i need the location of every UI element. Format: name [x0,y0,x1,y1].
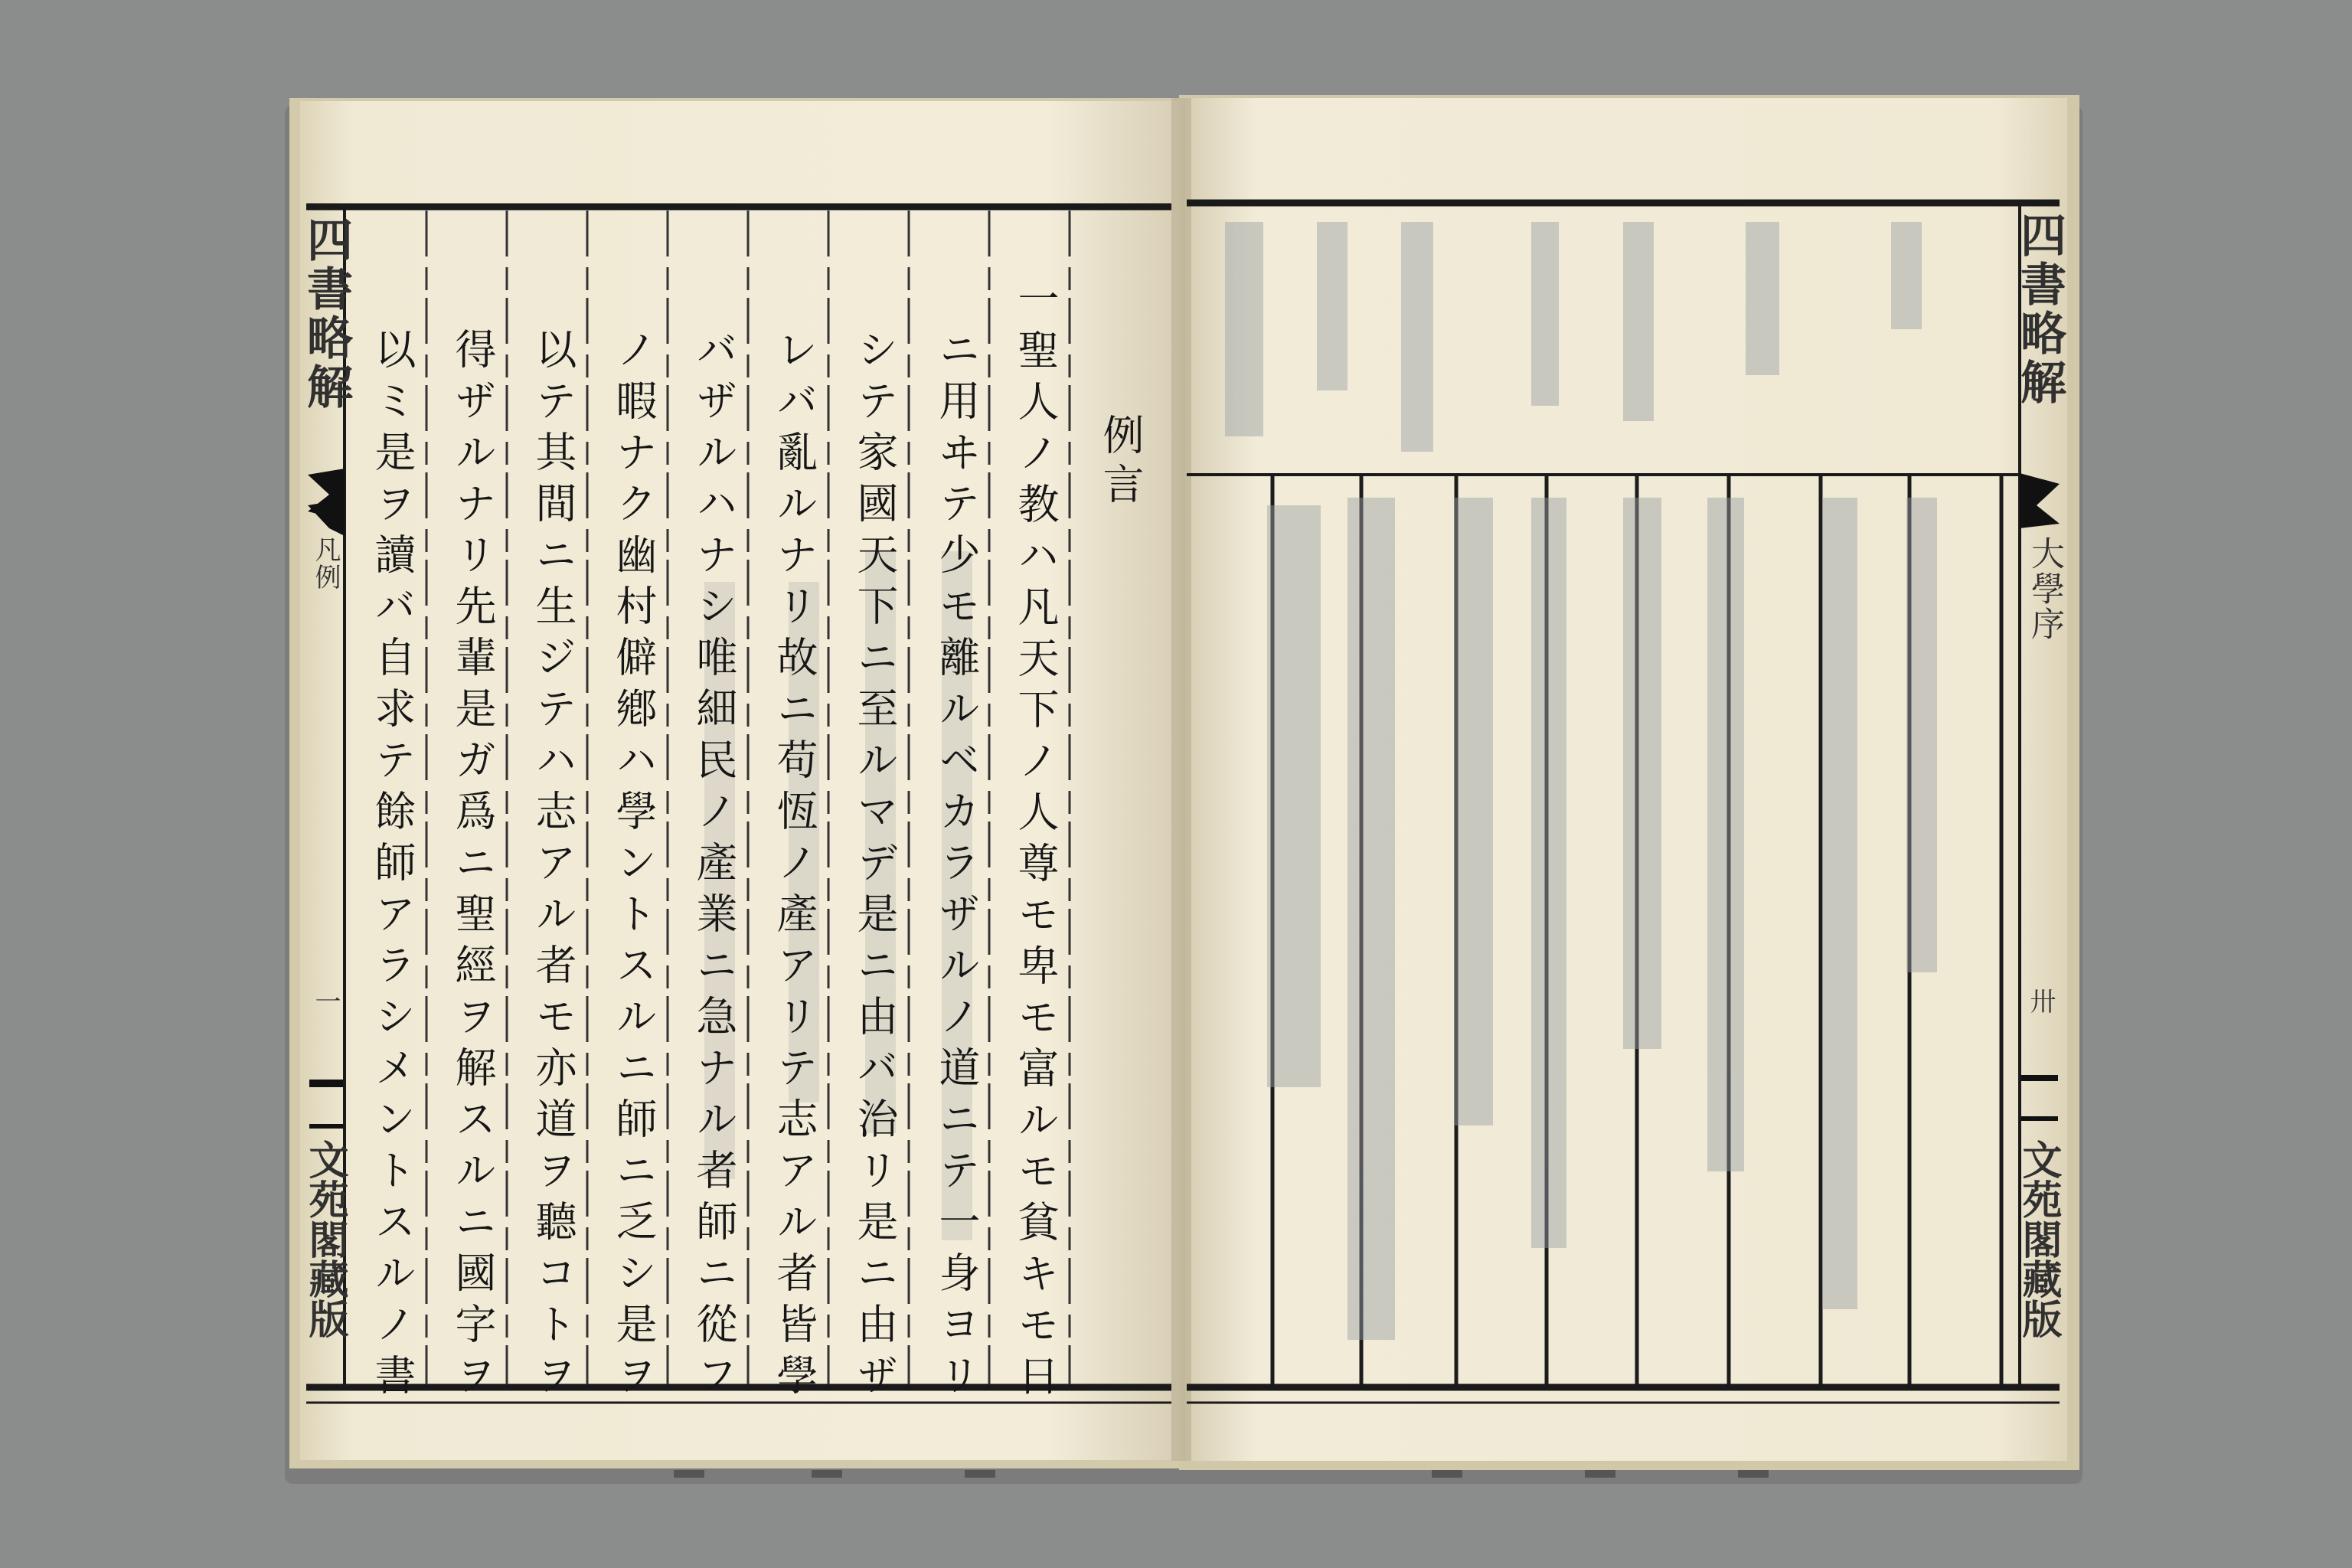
right-margin-folio: 卅 [2025,988,2056,1015]
spine-shadow [1171,98,1191,1461]
left-column-6: ノ暇ナク幽村僻鄕ハ學ントスルニ師ニ乏シ是ヲ [609,328,658,1405]
left-column-4: レバ亂ルナリ故ニ苟恆ノ產アリテ志アル者皆學 [770,328,818,1405]
left-column-5: バザルハナシ唯細民ノ產業ニ急ナル者師ニ從フ [690,328,738,1405]
left-column-9: 以ミ是ヲ讀バ自求テ餘師アラシメントスルノ書 [368,328,416,1405]
right-margin-title: 四書略解 [2013,211,2066,407]
left-margin-section: 凡例 [310,536,341,591]
left-column-8: 得ザルナリ先輩是ガ爲ニ聖經ヲ解スルニ國字ヲ [449,328,497,1405]
left-column-1: 一聖人ノ教ハ凡天下ノ人尊モ卑モ富ルモ貧キモ日 [1011,277,1060,1406]
left-column-7: 以テ其間ニ生ジテハ志アル者モ亦道ヲ聽コトヲ [529,328,577,1405]
left-heading: 例言 [1096,413,1145,511]
left-margin-folio: 一 [310,988,341,1015]
left-column-3: シテ家國天下ニ至ルマデ是ニ由バ治リ是ニ由ザ [851,328,899,1405]
right-margin-publisher: 文苑閣藏版 [2015,1139,2062,1338]
left-margin-publisher: 文苑閣藏版 [302,1139,348,1338]
right-margin-section: 大學序 [2025,536,2064,642]
left-margin-title: 四書略解 [299,216,353,412]
left-column-2: ニ用ヰテ少モ離ルベカラザルノ道ニテ一身ヨリ [933,328,981,1405]
